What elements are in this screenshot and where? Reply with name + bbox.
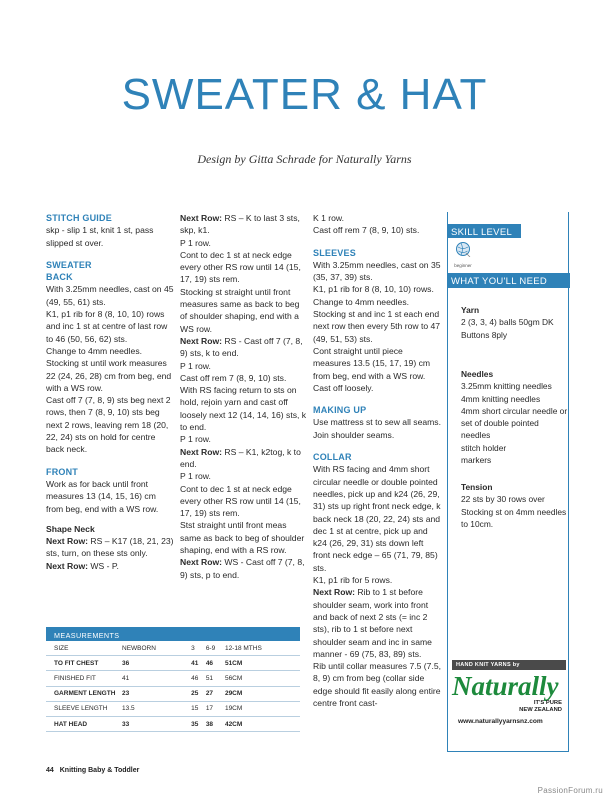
- beginner-badge: [452, 241, 474, 268]
- sleeves-text: With 3.25mm needles, cast on 35 (35, 37, 39) sts.: [313, 259, 441, 283]
- measurement-cell: 51CM: [225, 656, 300, 671]
- measurement-cell: 41: [191, 656, 206, 671]
- measurement-cell: FINISHED FIT: [46, 671, 122, 686]
- back-text: With 3.25mm needles, cast on 45 (49, 55, 61) sts.: [46, 284, 174, 307]
- what-you-need-heading: WHAT YOU'LL NEED: [447, 273, 570, 288]
- tension-section: [461, 481, 569, 530]
- instruction-text: Stocking st straight until front measures same as back to beg of shoulder shaping, end with a WS row.: [180, 286, 300, 334]
- measurement-cell: 46: [191, 671, 206, 686]
- measurement-cell: 42CM: [225, 716, 300, 731]
- naturally-logo: Naturally: [452, 671, 559, 701]
- collar-row: Next Row: Rib to 1 st before shoulder seam, work into front and back of next 2 sts (= inc 2 sts), rib to 1 st before next shoulder seam and inc in same manner - 69 (75, 83, 89) sts.: [313, 587, 432, 659]
- magazine-name: Knitting Baby & Toddler: [59, 767, 140, 774]
- measurement-row: [46, 656, 300, 671]
- measurement-cell: TO FIT CHEST: [46, 656, 122, 671]
- logo-url: www.naturallyyarnsnz.com: [458, 718, 543, 725]
- measurement-cell: 46: [206, 656, 225, 671]
- back-text: Stocking st until work measures 22 (24, 26, 28) cm from beg, end with a WS row.: [46, 358, 172, 393]
- sleeves-text: Cast off loosely.: [313, 382, 374, 393]
- collar-text: Rib until collar measures 7.5 (7.5, 8, 9) cm from beg (collar side edge should fit easily along entire centre front cast-: [313, 661, 442, 708]
- sleeves-heading: SLEEVES: [313, 247, 356, 258]
- yarn-text: 2 (3, 3, 4) balls 50gm DK: [461, 317, 554, 328]
- making-up-heading: MAKING UP: [313, 405, 367, 416]
- collar-heading: COLLAR: [313, 452, 352, 463]
- measurement-cell: 12-18 MTHS: [225, 641, 300, 656]
- measurement-cell: 23: [122, 686, 191, 701]
- measurement-row: [46, 641, 300, 656]
- measurement-cell: 6-9: [206, 641, 225, 656]
- needles-text: markers: [461, 455, 492, 466]
- stitch-guide-text: skp - slip 1 st, knit 1 st, pass slipped st over.: [46, 225, 154, 248]
- yarn-section: [461, 304, 569, 341]
- back-text: K1, p1 rib for 8 (8, 10, 10) rows and inc 1 st at centre of last row to 46 (50, 56, 62) sts.: [46, 309, 168, 344]
- instruction-text: P 1 row.: [180, 434, 211, 445]
- measurement-cell: 15: [191, 701, 206, 716]
- measurement-row: [46, 701, 300, 716]
- designer-byline: Design by Gitta Schrade for Naturally Yarns: [197, 152, 412, 166]
- measurement-cell: 51: [206, 671, 225, 686]
- sleeves-text: K1, p1 rib for 8 (8, 10, 10) rows.: [313, 284, 434, 295]
- measurement-cell: 35: [191, 716, 206, 731]
- logo-tagline: IT'S PURE: [533, 700, 562, 706]
- skill-level-heading: SKILL LEVEL: [447, 224, 521, 238]
- sleeves-text: Stocking st and inc 1 st each end next row then every 5th row to 47 (49, 51, 53) sts.: [313, 309, 441, 344]
- collar-text: K1, p1 rib for 5 rows.: [313, 575, 393, 586]
- instruction-text: Cont to dec 1 st at neck edge every other RS row until 14 (15, 17, 19) sts rem.: [180, 249, 301, 285]
- instruction-row: Next Row: RS - Cast off 7 (7, 8, 9) sts, k to end.: [180, 335, 303, 359]
- shape-neck-row: Next Row: RS – K17 (18, 21, 23) sts, turn, on these sts only.: [46, 536, 174, 559]
- instruction-row: Next Row: RS – K1, k2tog, k to end.: [180, 446, 301, 469]
- measurement-cell: 38: [206, 716, 225, 731]
- measurement-cell: 33: [122, 716, 191, 731]
- front-heading: FRONT: [46, 466, 78, 477]
- back-heading: BACK: [46, 272, 73, 283]
- needles-section: [461, 368, 569, 466]
- measurement-cell: SIZE: [46, 641, 122, 656]
- instruction-row: Next Row: RS – K to last 3 sts, skp, k1.: [180, 213, 300, 236]
- shape-neck-heading: Shape Neck: [46, 523, 95, 534]
- measurement-cell: HAT HEAD: [46, 716, 122, 731]
- needles-heading: Needles: [461, 369, 494, 379]
- column-3: [313, 212, 441, 709]
- needles-text: 3.25mm knitting needles: [461, 381, 552, 392]
- measurement-cell: 41: [122, 671, 191, 686]
- measurement-row: [46, 716, 300, 731]
- making-up-text: Use mattress st to sew all seams. Join shoulder seams.: [313, 417, 441, 440]
- instruction-text: P 1 row.: [180, 237, 211, 248]
- sleeves-text: Cont straight until piece measures 13.5 (15, 17, 19) cm from beg, end with a WS row.: [313, 345, 431, 381]
- measurement-cell: 13.5: [122, 701, 191, 716]
- logo-tagline: NEW ZEALAND: [519, 707, 562, 713]
- measurement-cell: 25: [191, 686, 206, 701]
- instruction-text: Stst straight until front meas same as back to beg of shoulder shaping, end with a RS row.: [180, 520, 305, 556]
- page-number: 44: [46, 767, 54, 774]
- measurement-row: [46, 671, 300, 686]
- tension-heading: Tension: [461, 482, 493, 492]
- column-1: [46, 212, 174, 572]
- measurement-cell: 3: [191, 641, 206, 656]
- instruction-text: P 1 row.: [180, 360, 211, 371]
- page-title: SWEATER & HAT: [121, 70, 488, 119]
- shape-neck-row: Next Row: WS - P.: [46, 560, 119, 571]
- measurement-cell: NEWBORN: [122, 641, 191, 656]
- logo-strip: HAND KNIT YARNS by: [452, 660, 566, 670]
- instruction-text: K 1 row.: [313, 213, 345, 223]
- instruction-text: Cast off rem 7 (8, 9, 10) sts.: [180, 372, 287, 383]
- column-2: [180, 212, 308, 581]
- measurement-cell: 19CM: [225, 701, 300, 716]
- instruction-text: With RS facing return to sts on hold, rejoin yarn and cast off loosely next 12 (14, 14, 16) sts, k to end.: [180, 385, 307, 433]
- sleeves-text: Change to 4mm needles.: [313, 296, 410, 307]
- yarn-ball-icon: [455, 241, 471, 257]
- needles-text: 4mm short circular needle or set of double pointed needles: [461, 405, 568, 441]
- naturally-logo-ad: [452, 660, 566, 742]
- collar-text: With RS facing and 4mm short circular needle or double pointed needles, pick up and k24 (26, 29, 31) sts up right front neck edge, k back neck 18 (20, 22, 24) sts and dec 1 st at centre, pick up and k24 (26, 29, 31) sts down left front neck edge – 65 (71, 79, 85) sts.: [313, 464, 441, 573]
- stitch-guide-heading: STITCH GUIDE: [46, 213, 112, 223]
- measurement-cell: 36: [122, 656, 191, 671]
- yarn-text: Buttons 8ply: [461, 329, 508, 340]
- measurement-cell: SLEEVE LENGTH: [46, 701, 122, 716]
- measurement-cell: 56CM: [225, 671, 300, 686]
- sweater-heading: SWEATER: [46, 259, 92, 270]
- measurement-row: [46, 686, 300, 701]
- front-text: Work as for back until front measures 13 (14, 15, 16) cm from beg, end with a WS row.: [46, 478, 159, 514]
- instruction-text: Cast off rem 7 (8, 9, 10) sts.: [313, 225, 420, 236]
- measurement-cell: GARMENT LENGTH: [46, 686, 122, 701]
- back-text: Change to 4mm needles.: [46, 345, 143, 356]
- instruction-text: Cont to dec 1 st at neck edge every other RS row until 14 (15, 17, 19) sts rem.: [180, 483, 301, 519]
- yarn-heading: Yarn: [461, 305, 480, 315]
- tension-text: 22 sts by 30 rows over Stocking st on 4mm needles to 10cm.: [461, 494, 567, 529]
- measurement-cell: 17: [206, 701, 225, 716]
- measurements-table: [46, 627, 300, 732]
- measurement-cell: 29CM: [225, 686, 300, 701]
- instruction-text: P 1 row.: [180, 471, 211, 482]
- page-footer: [46, 767, 139, 774]
- measurements-heading: MEASUREMENTS: [46, 627, 300, 641]
- needles-text: stitch holder: [461, 442, 507, 453]
- needles-text: 4mm knitting needles: [461, 393, 541, 404]
- source-credit: PassionForum.ru: [537, 786, 603, 795]
- beginner-label: beginner: [454, 263, 472, 268]
- back-text: Cast off 7 (7, 8, 9) sts beg next 2 rows, then 7 (8, 9, 10) sts beg next 2 rows, leaving rem 18 (20, 22, 24) sts on hold for centre back neck.: [46, 395, 171, 455]
- measurement-cell: 27: [206, 686, 225, 701]
- instruction-row: Next Row: WS - Cast off 7 (7, 8, 9) sts, p to end.: [180, 557, 305, 580]
